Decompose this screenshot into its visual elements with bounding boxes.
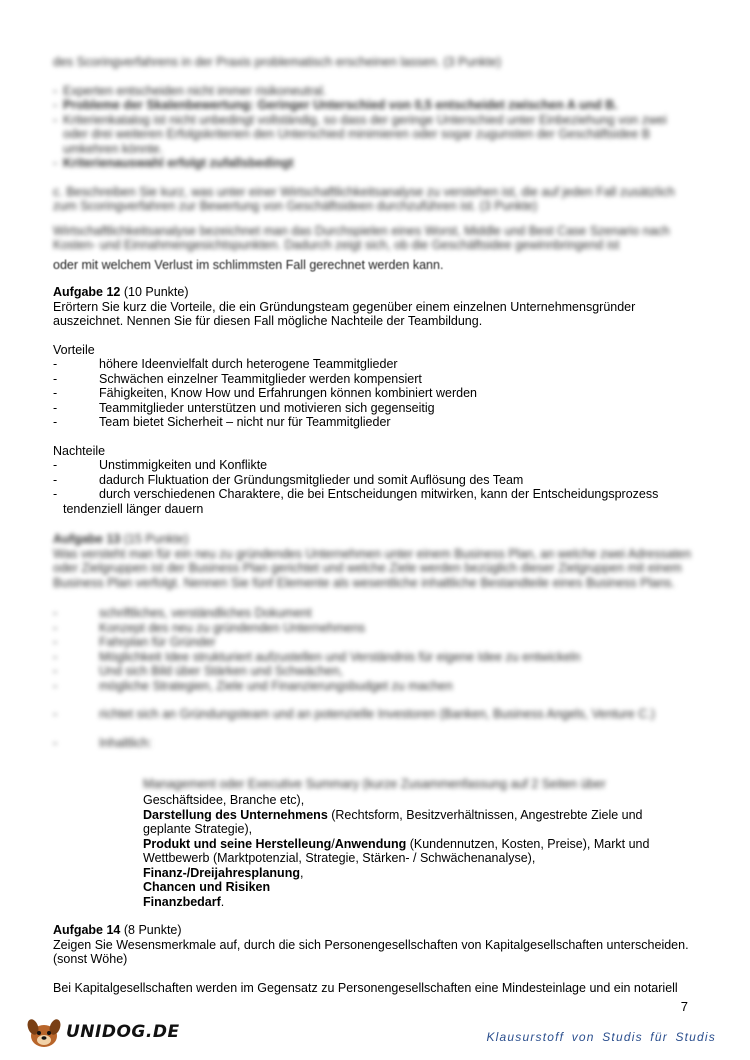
aufgabe-12-title: Aufgabe 12 xyxy=(53,285,121,299)
list-item xyxy=(53,473,693,488)
dash: - xyxy=(53,606,58,620)
aufgabe-12-heading xyxy=(53,285,693,300)
dash: - xyxy=(53,620,58,635)
vorteil-text: Teammitglieder unterstützen und motivieren sich gegenseitig xyxy=(99,400,435,415)
element-line xyxy=(143,837,663,852)
aufgabe-13-section xyxy=(53,532,693,750)
dash: - xyxy=(53,112,58,127)
element-line xyxy=(143,851,663,866)
dash: - xyxy=(53,371,58,386)
aufgabe-13-points: (15 Punkte) xyxy=(123,532,189,546)
nachteil-text: dadurch Fluktuation der Gründungsmitglieder und somit Auflösung des Team xyxy=(99,472,524,487)
element-bold: Anwendung xyxy=(334,836,407,851)
answer-c-last-line-text: oder mit welchem Verlust im schlimmsten Fall gerechnet werden kann. xyxy=(53,258,444,272)
bullet-text: Kriterienauswahl erfolgt zufallsbedingt xyxy=(63,156,294,170)
element-text: . xyxy=(220,894,225,909)
management-summary-text: Management oder Executive Summary (kurze Zusammenfassung auf 2 Seiten über xyxy=(143,777,606,791)
list-item xyxy=(53,650,693,665)
nachteile-label: Nachteile xyxy=(53,443,106,458)
aufgabe-12-points: (10 Punkte) xyxy=(123,285,189,299)
bullet-text: Konzept des neu zu gründenden Unternehmens xyxy=(99,620,366,635)
element-text: (Rechtsform, Besitzverhältnissen, Angestrebte Ziele und xyxy=(327,807,643,822)
bullet-text: Und sich Bild über Stärken und Schwächen, xyxy=(99,664,343,678)
unidog-logo[interactable] xyxy=(24,1014,180,1050)
answer-c-last-line xyxy=(53,258,693,273)
aufgabe-14-points: (8 Punkte) xyxy=(123,923,182,937)
list-item xyxy=(53,707,693,722)
element-line xyxy=(143,793,663,808)
aufgabe-14-title: Aufgabe 14 xyxy=(53,923,121,937)
bullet-text: Möglichkeit Idee strukturiert aufzustellen und Verständnis für eigene Idee zu entwickeln xyxy=(99,649,581,664)
aufgabe-13-question: Was versteht man für ein neu zu gründendes Unternehmen unter einem Business Plan, an welche zwei Adressaten oder Zielgruppen ist der Business Plan gerichtet und welche Ziele werden bezüglich dieser Zielgruppen mit einem Business Plan verfolgt. Nennen Sie fünf Elemente als wesentliche inhaltliche Bestandteile eines Business Plans. xyxy=(53,546,692,590)
vorteil-text: höhere Ideenvielfalt durch heterogene Teammitglieder xyxy=(99,357,398,371)
list-item xyxy=(53,401,693,416)
footer-text: Klausurstoff von Studis für Studis xyxy=(486,1030,716,1044)
aufgabe-14-heading xyxy=(53,923,693,938)
list-item xyxy=(53,736,693,751)
dash: - xyxy=(53,400,58,415)
bullet-text: schriftliches, verständliches Dokument xyxy=(99,606,312,620)
list-item xyxy=(53,664,693,679)
bullet-text: Experten entscheiden nicht immer risikoneutral. xyxy=(63,83,327,98)
element-line xyxy=(143,822,663,837)
bullet-text: mögliche Strategien, Ziele und Finanzierungsbudget zu machen xyxy=(99,678,453,693)
list-item xyxy=(53,156,693,171)
aufgabe-13-heading xyxy=(53,532,693,547)
vorteile-label: Vorteile xyxy=(53,342,95,357)
blurred-top-section xyxy=(53,55,693,253)
list-item xyxy=(53,386,693,401)
dog-icon xyxy=(24,1014,64,1050)
element-bold: Produkt und seine Herstelleung xyxy=(143,836,332,851)
vorteil-text: Fähigkeiten, Know How und Erfahrungen können kombiniert werden xyxy=(99,386,478,400)
dash: - xyxy=(53,357,58,371)
list-item xyxy=(53,679,693,694)
element-text: geplante Strategie), xyxy=(143,822,253,836)
list-item xyxy=(53,357,693,372)
list-item xyxy=(53,113,693,157)
vorteil-text: Team bietet Sicherheit – nicht nur für Teammitglieder xyxy=(99,415,391,429)
element-line xyxy=(143,895,663,910)
element-line xyxy=(143,808,663,823)
business-plan-elements xyxy=(143,793,663,909)
nachteil-text: Unstimmigkeiten und Konflikte xyxy=(99,458,268,472)
dash: - xyxy=(53,83,58,98)
dash: - xyxy=(53,635,58,649)
element-text: / xyxy=(331,836,335,851)
element-line xyxy=(143,866,663,881)
aufgabe-14-section xyxy=(53,923,693,995)
list-item xyxy=(53,415,693,430)
dash: - xyxy=(53,664,58,678)
nachteil-text: durch verschiedenen Charaktere, die bei Entscheidungen mitwirken, kann der Entscheidungsprozess xyxy=(99,487,659,501)
dash: - xyxy=(53,386,58,400)
aufgabe-12-question: Erörtern Sie kurz die Vorteile, die ein Gründungsteam gegenüber einem einzelnen Unternehmensgründer auszeichnet. Nennen Sie für diesen Fall mögliche Nachteile der Teambildung. xyxy=(53,299,636,328)
dash: - xyxy=(53,98,58,112)
list-item xyxy=(53,621,693,636)
element-bold: Finanz-/Dreijahresplanung xyxy=(143,865,300,880)
list-item xyxy=(53,635,693,650)
bullet-text: Probleme der Skalenbewertung: Geringer Unterschied von 0,5 entscheidet zwischen A und B. xyxy=(63,98,618,112)
aufgabe-12-section xyxy=(53,285,693,516)
bullet-text: Fahrplan für Gründer xyxy=(99,635,216,649)
aufgabe-14-answer: Bei Kapitalgesellschaften werden im Gegensatz zu Personengesellschaften eine Mindesteinlage und ein notariell xyxy=(53,980,678,995)
list-item xyxy=(53,98,693,113)
dash: - xyxy=(53,487,58,501)
vorteil-text: Schwächen einzelner Teammitglieder werden kompensiert xyxy=(99,371,422,386)
list-item xyxy=(53,84,693,99)
dash: - xyxy=(53,156,58,170)
list-item xyxy=(53,487,693,502)
element-line xyxy=(143,880,663,895)
aufgabe-14-question: Zeigen Sie Wesensmerkmale auf, durch die sich Personengesellschaften von Kapitalgesellschaften unterscheiden. (sonst Wöhe) xyxy=(53,937,689,966)
question-c: c. Beschreiben Sie kurz, was unter einer Wirtschaftlichkeitsanalyse zu verstehen ist, die auf jeden Fall zusätzlich zum Scoringverfahren zur Bewertung von Geschäftsideen durchzuführen ist. (3 Punkte) xyxy=(53,184,675,213)
answer-c: Wirtschaftlichkeitsanalyse bezeichnet man das Durchspielen eines Worst, Middle und Best Case Szenario nach Kosten- und Einnahmengesichtspunkten. Dadurch zeigt sich, ob die Geschäftsidee gewinnbringend ist xyxy=(53,223,670,252)
bullet-text: Kriterienkatalog ist nicht unbedingt vollständig, so dass der geringe Unterschied unter Einbeziehung von zwei oder drei weiteren Erfolgskriterien den Unterschied minimieren oder sogar zugunsten der Geschäftsidee B umkehren könnte. xyxy=(63,112,667,156)
dash: - xyxy=(53,649,58,664)
element-text: Wettbewerb (Marktpotenzial, Strategie, Stärken- / Schwächenanalyse), xyxy=(143,851,536,865)
list-item xyxy=(53,372,693,387)
dash: - xyxy=(53,707,58,721)
dash: - xyxy=(53,735,58,750)
logo-text: UNIDOG.DE xyxy=(66,1021,180,1042)
element-bold: Darstellung des Unternehmens xyxy=(143,807,328,822)
element-text: (Kundennutzen, Kosten, Preise), Markt und xyxy=(406,836,650,851)
element-text: Geschäftsidee, Branche etc), xyxy=(143,793,305,807)
dash: - xyxy=(53,458,58,472)
page-number: 7 xyxy=(680,999,688,1014)
nachteil-continuation: tendenziell länger dauern xyxy=(63,501,204,516)
richtet-text: richtet sich an Gründungsteam und an potenzielle Investoren (Banken, Business Angels, Venture C.) xyxy=(99,707,655,721)
element-bold: Chancen und Risiken xyxy=(143,880,271,894)
element-bold: Finanzbedarf xyxy=(143,894,221,909)
intro-line: des Scoringverfahrens in der Praxis problematisch erscheinen lassen. (3 Punkte) xyxy=(53,55,502,69)
element-text: , xyxy=(299,865,304,880)
management-summary-line xyxy=(143,777,663,792)
dash: - xyxy=(53,472,58,487)
dash: - xyxy=(53,678,58,693)
inhaltlich-text: Inhaltlich: xyxy=(99,735,152,750)
aufgabe-13-title: Aufgabe 13 xyxy=(53,532,121,546)
dash: - xyxy=(53,415,58,429)
list-item xyxy=(53,458,693,473)
list-item xyxy=(53,606,693,621)
